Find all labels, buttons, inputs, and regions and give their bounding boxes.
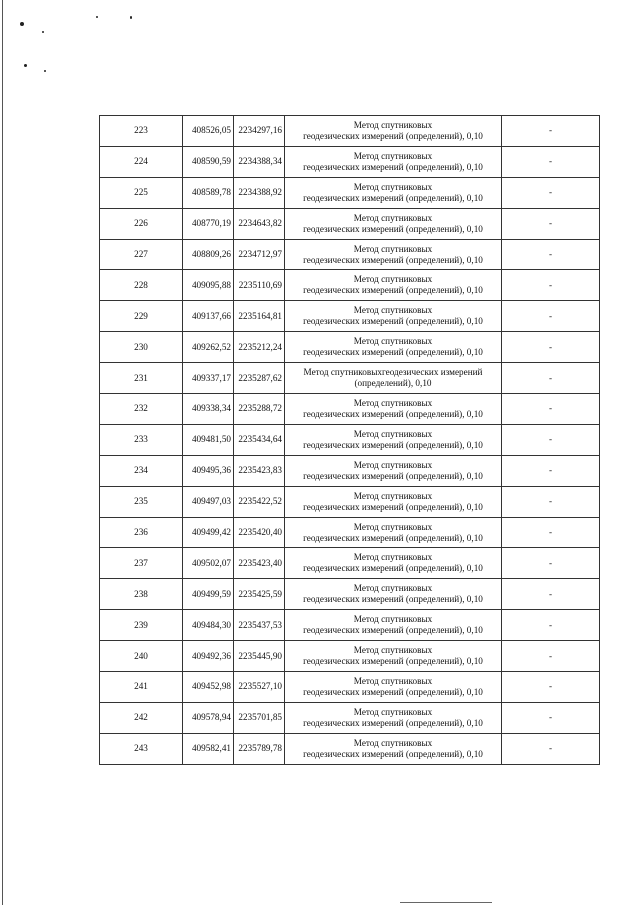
table-row <box>100 363 600 394</box>
table-row <box>100 424 600 455</box>
x-coordinate: 409137,66 <box>191 310 231 321</box>
method-line-1: Метод спутниковых <box>353 583 433 594</box>
y-coordinate: 2235701,85 <box>238 712 282 723</box>
description-dash: - <box>548 403 553 414</box>
x-coordinate-cell <box>183 332 234 363</box>
x-coordinate-cell <box>183 641 234 672</box>
table-row <box>100 270 600 301</box>
method-cell <box>285 239 502 270</box>
x-coordinate-cell <box>183 517 234 548</box>
method-cell <box>285 486 502 517</box>
x-coordinate: 409492,36 <box>191 650 231 661</box>
description-dash: - <box>548 496 553 507</box>
description-dash: - <box>548 650 553 661</box>
x-coordinate: 408590,59 <box>191 156 231 167</box>
point-number-cell <box>100 579 183 610</box>
method-line-1: Метод спутниковых <box>353 428 433 439</box>
description-cell <box>502 208 600 239</box>
y-coordinate-cell <box>234 208 285 239</box>
point-number-cell <box>100 332 183 363</box>
table-row <box>100 610 600 641</box>
point-number-cell <box>100 672 183 703</box>
description-cell <box>502 394 600 425</box>
method-cell <box>285 517 502 548</box>
description-cell <box>502 424 600 455</box>
scan-edge-line <box>2 0 3 905</box>
description-cell <box>502 270 600 301</box>
point-number-cell <box>100 146 183 177</box>
method-line-2: геодезических измерений (определений), 0,10 <box>303 254 483 265</box>
method-line-2: геодезических измерений (определений), 0,10 <box>303 470 483 481</box>
point-number-cell <box>100 486 183 517</box>
x-coordinate: 408809,26 <box>191 249 231 259</box>
y-coordinate: 2234388,92 <box>238 187 282 198</box>
y-coordinate-cell <box>234 548 285 579</box>
y-coordinate-cell <box>234 332 285 363</box>
method-line-2: геодезических измерений (определений), 0,10 <box>303 594 483 605</box>
point-number: 238 <box>134 588 148 599</box>
method-line-2: геодезических измерений (определений), 0,10 <box>303 501 483 512</box>
description-cell <box>502 301 600 332</box>
method-line-2: геодезических измерений (определений), 0,10 <box>303 656 483 667</box>
description-cell <box>502 455 600 486</box>
scan-speck <box>20 22 24 26</box>
description-dash: - <box>548 341 553 352</box>
description-dash: - <box>548 310 553 321</box>
x-coordinate-cell <box>183 270 234 301</box>
x-coordinate-cell <box>183 486 234 517</box>
description-dash: - <box>548 619 553 630</box>
method-line-2: геодезических измерений (определений), 0,10 <box>303 223 483 234</box>
point-number: 224 <box>134 156 148 167</box>
description-cell <box>502 702 600 733</box>
point-number: 230 <box>134 341 148 352</box>
method-line-1: Метод спутниковых <box>353 274 433 285</box>
table-body <box>100 116 600 765</box>
description-dash: - <box>548 557 553 568</box>
x-coordinate: 409481,50 <box>191 434 231 445</box>
description-cell <box>502 116 600 147</box>
point-number-cell <box>100 517 183 548</box>
description-cell <box>502 517 600 548</box>
table-row <box>100 579 600 610</box>
x-coordinate: 409497,03 <box>191 496 231 507</box>
point-number: 225 <box>134 187 148 198</box>
point-number: 235 <box>134 496 148 507</box>
point-number: 226 <box>134 218 148 229</box>
y-coordinate-cell <box>234 177 285 208</box>
method-line-1: Метод спутниковых <box>353 305 433 316</box>
description-cell <box>502 177 600 208</box>
y-coordinate-cell <box>234 394 285 425</box>
y-coordinate: 2235288,72 <box>238 403 282 414</box>
point-number-cell <box>100 177 183 208</box>
description-dash: - <box>548 743 553 754</box>
x-coordinate: 408770,19 <box>191 218 231 229</box>
table-row <box>100 177 600 208</box>
method-line-1: Метод спутниковых <box>353 150 433 161</box>
description-dash: - <box>548 434 553 445</box>
method-cell <box>285 208 502 239</box>
table-row <box>100 641 600 672</box>
method-line-1: Метод спутниковых <box>353 459 433 470</box>
description-dash: - <box>548 187 553 198</box>
description-dash: - <box>548 279 553 290</box>
method-line-1: Метод спутниковых <box>353 521 433 532</box>
y-coordinate-cell <box>234 733 285 764</box>
y-coordinate: 2234712,97 <box>238 249 282 259</box>
method-line-2: геодезических измерений (определений), 0,10 <box>303 532 483 543</box>
y-coordinate-cell <box>234 672 285 703</box>
method-cell <box>285 270 502 301</box>
y-coordinate-cell <box>234 270 285 301</box>
y-coordinate: 2235423,83 <box>238 465 282 476</box>
y-coordinate: 2235437,53 <box>238 619 282 630</box>
y-coordinate-cell <box>234 116 285 147</box>
point-number: 227 <box>134 249 148 259</box>
point-number: 242 <box>134 712 148 723</box>
description-cell <box>502 363 600 394</box>
method-cell <box>285 332 502 363</box>
method-line-2: геодезических измерений (определений), 0,10 <box>303 192 483 203</box>
table-row <box>100 116 600 147</box>
point-number: 223 <box>134 125 148 136</box>
method-line-1: Метод спутниковых <box>353 397 433 408</box>
method-line-1: Метод спутниковых <box>353 737 433 748</box>
method-line-1: Метод спутниковых <box>353 336 433 347</box>
y-coordinate-cell <box>234 146 285 177</box>
method-line-2: (определений), 0,10 <box>354 378 432 389</box>
y-coordinate: 2234643,82 <box>238 218 282 229</box>
scan-bottom-line <box>400 902 492 903</box>
x-coordinate-cell <box>183 116 234 147</box>
point-number-cell <box>100 394 183 425</box>
description-cell <box>502 146 600 177</box>
y-coordinate-cell <box>234 486 285 517</box>
y-coordinate: 2235287,62 <box>238 372 282 383</box>
x-coordinate-cell <box>183 208 234 239</box>
y-coordinate-cell <box>234 610 285 641</box>
x-coordinate-cell <box>183 455 234 486</box>
description-cell <box>502 733 600 764</box>
point-number-cell <box>100 116 183 147</box>
y-coordinate-cell <box>234 517 285 548</box>
point-number: 232 <box>134 403 148 414</box>
description-dash: - <box>548 218 553 229</box>
point-number: 233 <box>134 434 148 445</box>
y-coordinate: 2235423,40 <box>238 557 282 568</box>
method-cell <box>285 363 502 394</box>
x-coordinate: 409499,59 <box>191 588 231 599</box>
x-coordinate-cell <box>183 733 234 764</box>
description-cell <box>502 672 600 703</box>
method-line-2: геодезических измерений (определений), 0,10 <box>303 408 483 419</box>
x-coordinate-cell <box>183 146 234 177</box>
point-number: 239 <box>134 619 148 630</box>
point-number: 234 <box>134 465 148 476</box>
y-coordinate: 2234297,16 <box>238 125 282 136</box>
point-number-cell <box>100 208 183 239</box>
description-dash: - <box>548 681 553 692</box>
x-coordinate-cell <box>183 548 234 579</box>
description-cell <box>502 239 600 270</box>
point-number: 241 <box>134 681 148 692</box>
scan-speck <box>24 64 27 67</box>
y-coordinate: 2235212,24 <box>238 341 282 352</box>
x-coordinate-cell <box>183 239 234 270</box>
point-number: 236 <box>134 527 148 538</box>
scan-speck <box>44 70 46 72</box>
x-coordinate: 409452,98 <box>191 681 231 692</box>
description-dash: - <box>548 156 553 167</box>
description-dash: - <box>548 712 553 723</box>
method-cell <box>285 394 502 425</box>
method-cell <box>285 702 502 733</box>
point-number: 231 <box>134 372 148 383</box>
point-number-cell <box>100 424 183 455</box>
description-dash: - <box>548 125 553 136</box>
x-coordinate: 409495,36 <box>191 465 231 476</box>
y-coordinate: 2235422,52 <box>238 496 282 507</box>
method-line-2: геодезических измерений (определений), 0,10 <box>303 717 483 728</box>
table-row <box>100 301 600 332</box>
x-coordinate: 409582,41 <box>191 743 231 754</box>
method-line-2: геодезических измерений (определений), 0,10 <box>303 625 483 636</box>
y-coordinate-cell <box>234 424 285 455</box>
method-line-1: Метод спутниковых <box>353 706 433 717</box>
method-line-1: Метод спутниковых <box>353 212 433 223</box>
description-dash: - <box>548 527 553 538</box>
method-line-2: геодезических измерений (определений), 0,10 <box>303 563 483 574</box>
description-cell <box>502 610 600 641</box>
method-cell <box>285 733 502 764</box>
table-row <box>100 208 600 239</box>
y-coordinate-cell <box>234 239 285 270</box>
method-line-1: Метод спутниковых <box>353 614 433 625</box>
method-line-2: геодезических измерений (определений), 0,10 <box>303 347 483 358</box>
x-coordinate-cell <box>183 610 234 641</box>
description-cell <box>502 548 600 579</box>
description-dash: - <box>548 249 553 259</box>
table-row <box>100 146 600 177</box>
table-row <box>100 702 600 733</box>
method-line-1: Метод спутниковых <box>353 181 433 192</box>
method-cell <box>285 301 502 332</box>
y-coordinate-cell <box>234 301 285 332</box>
method-cell <box>285 424 502 455</box>
x-coordinate-cell <box>183 363 234 394</box>
y-coordinate: 2235445,90 <box>238 650 282 661</box>
method-line-2: геодезических измерений (определений), 0,10 <box>303 316 483 327</box>
point-number: 228 <box>134 279 148 290</box>
y-coordinate-cell <box>234 579 285 610</box>
method-cell <box>285 548 502 579</box>
method-cell <box>285 579 502 610</box>
point-number-cell <box>100 270 183 301</box>
y-coordinate: 2234388,34 <box>238 156 282 167</box>
y-coordinate: 2235420,40 <box>238 527 282 538</box>
y-coordinate-cell <box>234 641 285 672</box>
description-dash: - <box>548 588 553 599</box>
method-cell <box>285 116 502 147</box>
method-line-1: Метод спутниковыхгеодезических измерений <box>303 367 483 378</box>
x-coordinate-cell <box>183 424 234 455</box>
description-dash: - <box>548 465 553 476</box>
method-line-1: Метод спутниковых <box>353 243 433 254</box>
x-coordinate-cell <box>183 177 234 208</box>
y-coordinate: 2235425,59 <box>238 588 282 599</box>
description-dash: - <box>548 372 553 383</box>
description-cell <box>502 579 600 610</box>
method-line-2: геодезических измерений (определений), 0,10 <box>303 161 483 172</box>
method-cell <box>285 641 502 672</box>
method-line-2: геодезических измерений (определений), 0,10 <box>303 285 483 296</box>
y-coordinate: 2235110,69 <box>238 279 282 290</box>
description-cell <box>502 486 600 517</box>
y-coordinate-cell <box>234 702 285 733</box>
table-row <box>100 455 600 486</box>
y-coordinate: 2235789,78 <box>238 743 282 754</box>
x-coordinate-cell <box>183 394 234 425</box>
x-coordinate: 409338,34 <box>191 403 231 414</box>
method-cell <box>285 610 502 641</box>
y-coordinate: 2235164,81 <box>238 310 282 321</box>
point-number-cell <box>100 733 183 764</box>
method-cell <box>285 455 502 486</box>
point-number: 237 <box>134 557 148 568</box>
table-row <box>100 239 600 270</box>
x-coordinate: 408589,78 <box>191 187 231 198</box>
method-line-2: геодезических измерений (определений), 0,10 <box>303 130 483 141</box>
method-line-2: геодезических измерений (определений), 0,10 <box>303 748 483 759</box>
x-coordinate-cell <box>183 301 234 332</box>
method-cell <box>285 177 502 208</box>
point-number-cell <box>100 239 183 270</box>
point-number-cell <box>100 641 183 672</box>
method-line-1: Метод спутниковых <box>353 119 433 130</box>
point-number-cell <box>100 702 183 733</box>
point-number-cell <box>100 363 183 394</box>
method-cell <box>285 672 502 703</box>
y-coordinate-cell <box>234 363 285 394</box>
point-number: 229 <box>134 310 148 321</box>
scan-speck <box>96 16 98 18</box>
x-coordinate: 408526,05 <box>191 125 231 136</box>
method-cell <box>285 146 502 177</box>
y-coordinate-cell <box>234 455 285 486</box>
point-number-cell <box>100 455 183 486</box>
x-coordinate: 409578,94 <box>191 712 231 723</box>
x-coordinate: 409337,17 <box>191 372 231 383</box>
table-row <box>100 672 600 703</box>
x-coordinate: 409499,42 <box>191 527 231 538</box>
method-line-1: Метод спутниковых <box>353 645 433 656</box>
point-number-cell <box>100 610 183 641</box>
x-coordinate-cell <box>183 702 234 733</box>
y-coordinate: 2235527,10 <box>238 681 282 692</box>
point-number-cell <box>100 548 183 579</box>
method-line-1: Метод спутниковых <box>353 490 433 501</box>
method-line-1: Метод спутниковых <box>353 552 433 563</box>
coordinates-table <box>99 115 600 765</box>
scan-speck <box>42 31 44 33</box>
description-cell <box>502 332 600 363</box>
point-number: 243 <box>134 743 148 754</box>
x-coordinate: 409484,30 <box>191 619 231 630</box>
table-row <box>100 548 600 579</box>
x-coordinate-cell <box>183 579 234 610</box>
table-row <box>100 486 600 517</box>
x-coordinate-cell <box>183 672 234 703</box>
x-coordinate: 409502,07 <box>191 557 231 568</box>
description-cell <box>502 641 600 672</box>
method-line-2: геодезических измерений (определений), 0,10 <box>303 686 483 697</box>
x-coordinate: 409262,52 <box>191 341 231 352</box>
table-row <box>100 394 600 425</box>
y-coordinate: 2235434,64 <box>238 434 282 445</box>
point-number: 240 <box>134 650 148 661</box>
table-row <box>100 517 600 548</box>
x-coordinate: 409095,88 <box>191 279 231 290</box>
table-row <box>100 733 600 764</box>
method-line-2: геодезических измерений (определений), 0,10 <box>303 439 483 450</box>
point-number-cell <box>100 301 183 332</box>
method-line-1: Метод спутниковых <box>353 675 433 686</box>
table-row <box>100 332 600 363</box>
scan-speck <box>130 16 132 19</box>
